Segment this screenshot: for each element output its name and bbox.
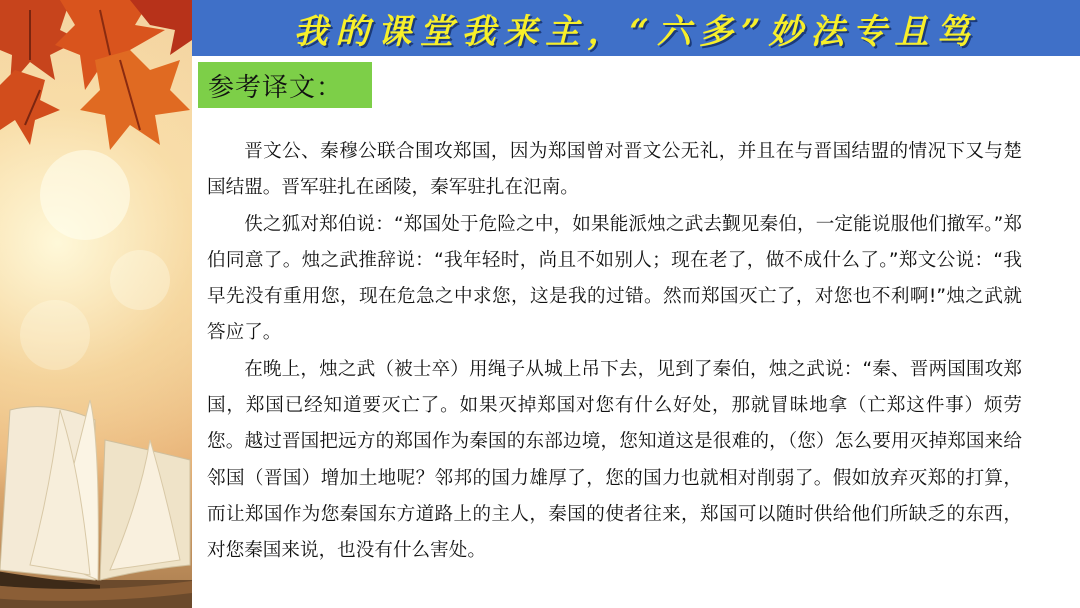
paragraph-1: 晋文公、秦穆公联合围攻郑国，因为郑国曾对晋文公无礼，并且在与晋国结盟的情况下又与楚国结盟。晋军驻扎在函陵，秦军驻扎在氾南。 (207, 141, 1022, 199)
decorative-side-panel (0, 0, 192, 608)
open-book-icon (0, 380, 192, 608)
page-title: 我的课堂我来主，“六多”妙法专且笃 (293, 11, 979, 52)
paragraph-3: 在晚上，烛之武（被士卒）用绳子从城上吊下去，见到了秦伯，烛之武说：“秦、晋两国围攻郑国，郑国已经知道要灭亡了。如果灭掉郑国对您有什么好处，那就冒昧地拿（亡郑这件事）烦劳您。越过晋国把远方的郑国作为秦国的东部边境，您知道这是很难的，（您）怎么要用灭掉郑国来给邻国（晋国）增加土地呢？邻邦的国力雄厚了，您的国力也就相对削弱了。假如放弃灭郑的打算，而让郑国作为您秦国东方道路上的主人，秦国的使者往来，郑国可以随时供给他们所缺乏的东西，对您秦国来说，也没有什么害处。 (207, 358, 1022, 562)
maple-leaves-icon (0, 0, 192, 180)
title-bar (192, 0, 1080, 56)
paragraph-2: 佚之狐对郑伯说：“郑国处于危险之中，如果能派烛之武去觐见秦伯，一定能说服他们撤军。”郑伯同意了。烛之武推辞说：“我年轻时，尚且不如别人；现在老了，做不成什么了。”郑文公说：“我早先没有重用您，现在危急之中求您，这是我的过错。然而郑国灭亡了，对您也不利啊!”烛之武就答应了。 (207, 213, 1022, 344)
translation-text (207, 134, 1022, 570)
section-label: 参考译文： (198, 62, 372, 108)
